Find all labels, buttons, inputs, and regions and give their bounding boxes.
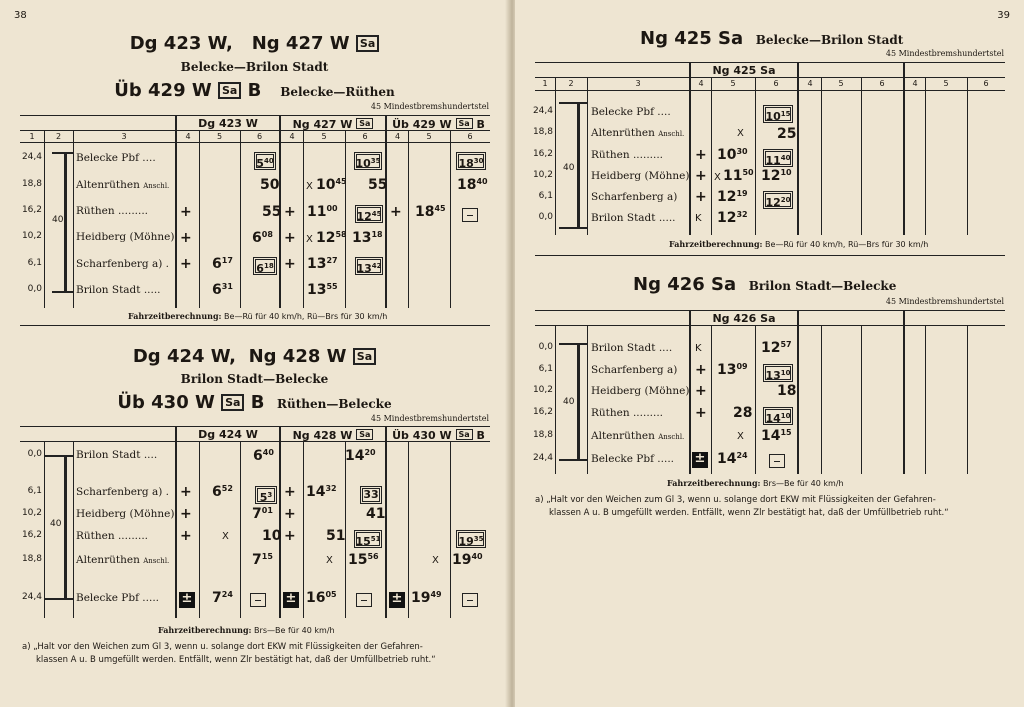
station-name: Scharfenberg a) . xyxy=(76,486,170,498)
column-header-ng428: Ng 428 W Sa xyxy=(281,429,385,441)
km-value: 18,8 xyxy=(532,430,553,440)
station-name: Brilon Stadt .... xyxy=(76,449,158,461)
station-name: Rüthen ......... xyxy=(76,530,149,542)
km-value: 10,2 xyxy=(21,508,42,518)
title-ub429: Üb 429 W Sa B Belecke—Rüthen xyxy=(114,80,395,101)
title-dg423-ng427: Dg 423 W, Ng 427 W Sa xyxy=(0,33,509,54)
station-name: Scharfenberg a) xyxy=(591,191,678,203)
km-value: 16,2 xyxy=(21,205,42,215)
station-name: Belecke Pbf ..... xyxy=(591,453,674,465)
colnum: 5 xyxy=(943,79,949,88)
station-name: Belecke Pbf .... xyxy=(76,152,156,164)
km-value: 0,0 xyxy=(27,449,42,459)
running-time-note: Fahrzeitberechnung: Brs—Be für 40 km/h xyxy=(158,625,335,635)
km-value: 0,0 xyxy=(538,342,553,352)
km-value: 10,2 xyxy=(21,231,42,241)
brake-percentage: 45 Mindestbremshundertstel xyxy=(885,297,1004,306)
column-header-ng426: Ng 426 Sa xyxy=(712,312,776,325)
station-name: Altenrüthen Anschl. xyxy=(76,179,170,191)
route-brilon-belecke: Brilon Stadt—Belecke xyxy=(180,372,329,386)
km-value: 6,1 xyxy=(538,364,553,374)
km-value: 24,4 xyxy=(21,152,42,162)
station-name: Belecke Pbf ..... xyxy=(76,592,159,604)
km-value: 6,1 xyxy=(538,191,553,201)
station-name: Rüthen ......... xyxy=(591,149,664,161)
station-name: Brilon Stadt ..... xyxy=(591,212,676,224)
footnote-line: a) „Halt vor den Weichen zum Gl 3, wenn u. solange dort EKW mit Flüssigkeiten der Gefahren- xyxy=(535,495,936,505)
footnote-line: klassen A u. B umgefüllt werden. Entfällt, wenn Zlr bestätigt hat, daß der Umfüllbetrieb ruht.“ xyxy=(36,655,436,665)
title-dg424-ng428: Dg 424 W, Ng 428 W Sa xyxy=(0,346,509,367)
colnum: 2 xyxy=(568,79,574,88)
page-number: 38 xyxy=(14,10,27,21)
sa-badge: Sa xyxy=(356,35,379,52)
station-name: Rüthen ......... xyxy=(591,407,664,419)
running-time-note: Fahrzeitberechnung: Brs—Be für 40 km/h xyxy=(667,478,844,488)
speed-limit: 40 xyxy=(50,519,62,529)
km-value: 6,1 xyxy=(27,258,42,268)
colnum: 6 xyxy=(773,79,779,88)
station-name: Altenrüthen Anschl. xyxy=(591,430,685,442)
colnum: 5 xyxy=(321,132,327,141)
column-header-dg423: Dg 423 W xyxy=(198,117,258,130)
colnum: 1 xyxy=(542,79,548,88)
station-name: Scharfenberg a) xyxy=(591,364,678,376)
colnum: 1 xyxy=(29,132,35,141)
km-value: 0,0 xyxy=(27,284,42,294)
colnum: 5 xyxy=(216,132,223,141)
colnum: 6 xyxy=(362,132,368,141)
column-header-ng425: Ng 425 Sa xyxy=(712,64,776,77)
colnum: 4 xyxy=(394,132,401,141)
sa-badge: Sa xyxy=(218,82,241,99)
brake-percentage: 45 Mindestbremshundertstel xyxy=(885,49,1004,58)
station-name: Heidberg (Möhne) xyxy=(76,231,175,243)
colnum: 5 xyxy=(426,132,432,141)
running-time-note: Fahrzeitberechnung: Be—Rü für 40 km/h, Rü—Brs für 30 km/h xyxy=(669,239,929,249)
km-value: 18,8 xyxy=(532,127,553,137)
colnum: 6 xyxy=(467,132,473,141)
km-value: 10,2 xyxy=(532,170,553,180)
km-value: 0,0 xyxy=(538,212,553,222)
column-header-dg424: Dg 424 W xyxy=(198,428,258,441)
km-value: 16,2 xyxy=(21,530,42,540)
column-header-ub430: Üb 430 W Sa B xyxy=(392,429,485,442)
column-header-ng427: Ng 427 W Sa xyxy=(281,118,385,130)
station-name: Belecke Pbf .... xyxy=(591,106,671,118)
km-value: 18,8 xyxy=(21,179,42,189)
station-name: Heidberg (Möhne) xyxy=(76,508,175,520)
right-page: 39 Ng 425 Sa Belecke—Brilon Stadt 45 Mindestbremshundertstel Ng 425 Sa 1 2 3 4 5 6 4 5 6 4 5 6 40 24,4 18,8 16,2 10,2 6,1 0,0 Belecke Pbf .... Altenrüthen Anschl. Rüthen ......... Heidberg (Möhne) Scharfenberg a) Brilon Stadt ..... $10^{15}$ X 25 + $10^{30}$ $11^{40}$ + X $11^{50}$ $12^{10}$ + $12^{19}$ $12^{20}$ K $12^{32}$ Fahrzeitberechnung: Be—Rü für 40 km/h, Rü—Brs für 30 km/h Ng 426 Sa Brilon Stadt—Belecke 45 Mindestbremshundertstel Ng 426 Sa 40 0,0 6,1 10,2 16,2 18,8 24,4 Brilon Stadt .... Scharfenberg a) Heidberg (Möhne) Rüthen ......... Altenrüthen Anschl. Belecke Pbf ..... K $12^{57}$ + $13^{09}$ $13^{10}$ + 18 + 28 $14^{10}$ X $14^{15}$ ± $14^{24}$ Fahrzeitberechnung: Brs—Be für 40 km/h a) „Halt vor den Weichen zum Gl 3, wenn u. solange dort EKW mit Flüssigkeiten der Gefahren- klassen A u. B umgefüllt werden. Entfällt, wenn Zlr bestätigt hat, daß der Umfüllbetrieb ruht.“ xyxy=(515,0,1024,707)
station-name: Brilon Stadt ..... xyxy=(76,284,161,296)
station-name: Altenrüthen Anschl. xyxy=(591,127,685,139)
colnum: 4 xyxy=(289,132,295,141)
km-value: 10,2 xyxy=(532,385,553,395)
route-belecke-brilon: Belecke—Brilon Stadt xyxy=(180,60,329,74)
brake-percentage: 45 Mindestbremshundertstel xyxy=(370,414,489,423)
colnum: 6 xyxy=(256,132,263,141)
km-value: 16,2 xyxy=(532,149,553,159)
station-name: Rüthen ......... xyxy=(76,205,149,217)
colnum: 5 xyxy=(730,79,736,88)
left-page: 38 Dg 423 W, Ng 427 W Sa Belecke—Brilon Stadt Üb 429 W Sa B Belecke—Rüthen 45 Mindestbremshundertstel Dg 423 W Ng 427 W Sa Üb 429 W Sa B 1 2 3 4 5 6 4 5 6 4 5 6 40 24,4 18,8 16,2 10,2 6,1 0,0 Belecke Pbf .... Altenrüthen Anschl. Rüthen ......... Heidberg (Möhne) Scharfenberg a) . Brilon Stadt ..... $5^{40}$ 50 + 55 + $6^{08}$ + $6^{17}$ $6^{18}$ $6^{31}$ $10^{35}$ X $10^{45}$ 55 + $11^{00}$ $12^{45}$ + X $12^{58}$ $13^{18}$ + $13^{27}$ $13^{42}$ $13^{55}$ $18^{30}$ $18^{40}$ + $18^{45}$ Fahrzeitberechnung: Be—Rü für 40 km/h, Rü—Brs für 30 km/h Dg 424 W, Ng 428 W Sa Brilon Stadt—Belecke Üb 430 W Sa B Rüthen—Belecke 45 Mindestbremshundertstel Dg 424 W Ng 428 W Sa Üb 430 W Sa B 40 0,0 6,1 10,2 16,2 18,8 24,4 Brilon Stadt .... Scharfenberg a) . Heidberg (Möhne) Rüthen ......... Altenrüthen Anschl. Belecke Pbf ..... $6^{40}$ + $6^{52}$ $5^3$ + $7^{01}$ + X 10 $7^{15}$ ± $7^{24}$ $14^{20}$ + $14^{32}$ 33 + 41 + 51 $15^{51}$ X $15^{56}$ ± $16^{05}$ $19^{35}$ X $19^{40}$ ± $19^{49}$ Fahrzeitberechnung: Brs—Be für 40 km/h a) „Halt vor den Weichen zum Gl 3, wenn u. solange dort EKW mit Flüssigkeiten der Gefahren- klassen A u. B umgefüllt werden. Entfällt, wenn Zlr bestätigt hat, daß der Umfüllbetrieb ruht.“ xyxy=(0,0,509,707)
footnote-line: klassen A u. B umgefüllt werden. Entfällt, wenn Zlr bestätigt hat, daß der Umfüllbetrieb ruht.“ xyxy=(549,508,949,518)
speed-limit: 40 xyxy=(52,215,64,225)
title-ub430: Üb 430 W Sa B Rüthen—Belecke xyxy=(117,392,392,413)
station-name: Heidberg (Möhne) xyxy=(591,385,690,397)
speed-limit: 40 xyxy=(563,163,575,173)
running-time-note: Fahrzeitberechnung: Be—Rü für 40 km/h, Rü—Brs für 30 km/h xyxy=(128,311,388,321)
station-name: Brilon Stadt .... xyxy=(591,342,673,354)
km-value: 18,8 xyxy=(21,554,42,564)
colnum: 5 xyxy=(838,79,844,88)
colnum: 2 xyxy=(55,132,62,141)
footnote-line: a) „Halt vor den Weichen zum Gl 3, wenn u. solange dort EKW mit Flüssigkeiten der Gefahren- xyxy=(22,642,423,652)
km-value: 16,2 xyxy=(532,407,553,417)
km-value: 24,4 xyxy=(532,453,553,463)
colnum: 4 xyxy=(912,79,918,88)
column-header-ub429: Üb 429 W Sa B xyxy=(392,118,485,131)
page-number: 39 xyxy=(997,10,1010,21)
km-value: 24,4 xyxy=(21,592,42,602)
colnum: 3 xyxy=(121,132,127,141)
km-value: 6,1 xyxy=(27,486,42,496)
station-name: Heidberg (Möhne) xyxy=(591,170,690,182)
km-value: 24,4 xyxy=(532,106,553,116)
colnum: 3 xyxy=(635,79,641,88)
colnum: 6 xyxy=(983,79,989,88)
speed-limit: 40 xyxy=(563,397,575,407)
station-name: Scharfenberg a) . xyxy=(76,258,170,270)
colnum: 4 xyxy=(807,79,813,88)
station-name: Altenrüthen Anschl. xyxy=(76,554,170,566)
colnum: 4 xyxy=(698,79,704,88)
colnum: 6 xyxy=(879,79,885,88)
sa-badge: Sa xyxy=(353,348,376,365)
sa-badge: Sa xyxy=(221,394,244,411)
colnum: 4 xyxy=(185,132,191,141)
title-ng426: Ng 426 Sa Brilon Stadt—Belecke xyxy=(633,274,897,295)
brake-percentage: 45 Mindestbremshundertstel xyxy=(370,102,489,111)
title-ng425: Ng 425 Sa Belecke—Brilon Stadt xyxy=(640,28,904,49)
